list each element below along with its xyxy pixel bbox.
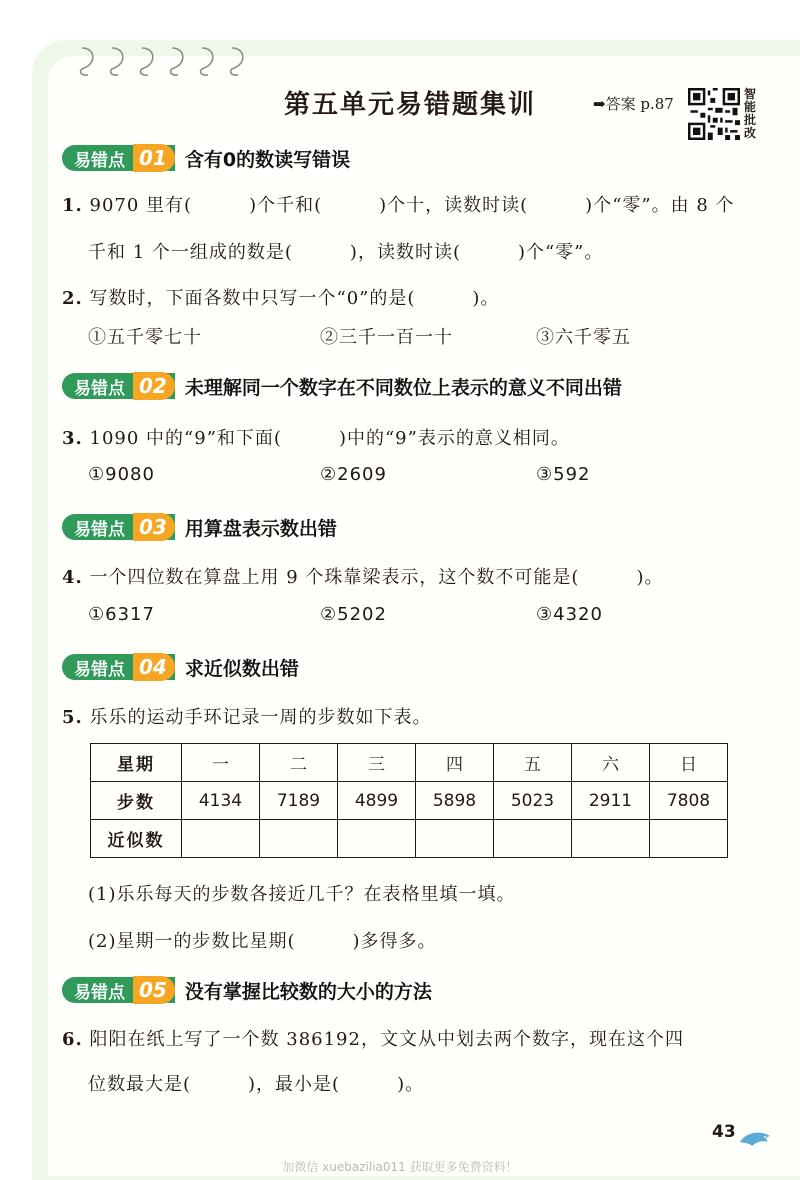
smart-grading-label: 智 能 批 改 [744,87,757,140]
row-header-approx: 近似数 [91,820,182,858]
q3-option-3: ③592 [536,464,591,485]
section-header-02 [62,371,622,401]
section-header-04 [62,652,299,682]
dolphin-icon [738,1128,774,1150]
notebook-spiral-icon [72,42,272,82]
steps-cell: 4134 [182,782,260,820]
answer-reference: ➡答案 p.87 [593,95,674,113]
question-5: 5. 乐乐的运动手环记录一周的步数如下表。 [62,707,432,728]
approx-answer-cell[interactable] [494,820,572,858]
section-header-01 [62,143,350,173]
worksheet-paper [48,56,800,1176]
question-1-line-1: 1. 9070 里有( )个千和( )个十，读数时读( )个“零”。由 8 个 [62,195,735,216]
question-2: 2. 写数时，下面各数中只写一个“0”的是( )。 [62,288,500,309]
day-cell: 二 [260,744,338,782]
day-cell: 日 [650,744,728,782]
q3-option-1: ①9080 [88,464,155,485]
section-title: 用算盘表示数出错 [184,517,337,540]
q4-option-2: ②5202 [320,604,387,625]
section-title: 没有掌握比较数的大小的方法 [184,980,432,1003]
error-point-badge: 易错点 03 [62,514,175,540]
q2-option-2: ②三千一百一十 [320,327,453,348]
day-cell: 四 [416,744,494,782]
error-point-badge: 易错点 05 [62,977,175,1003]
approx-answer-cell[interactable] [416,820,494,858]
error-point-badge: 易错点 04 [62,654,175,680]
approx-answer-cell[interactable] [338,820,416,858]
row-header-steps: 步数 [91,782,182,820]
question-3: 3. 1090 中的“9”和下面( )中的“9”表示的意义相同。 [62,428,570,449]
page-number: 43 [712,1122,736,1142]
steps-cell: 5898 [416,782,494,820]
day-cell: 三 [338,744,416,782]
section-title: 求近似数出错 [184,657,299,680]
approx-answer-cell[interactable] [260,820,338,858]
steps-cell: 2911 [572,782,650,820]
table-row [91,782,728,820]
question-1-line-2: 千和 1 个一组成的数是( )，读数时读( )个“零”。 [88,242,604,263]
q2-option-1: ①五千零七十 [88,327,202,348]
steps-cell: 5023 [494,782,572,820]
q2-option-3: ③六千零五 [536,327,631,348]
steps-table [90,743,728,858]
steps-cell: 7808 [650,782,728,820]
page-title: 第五单元易错题集训 [283,90,536,120]
question-5-sub-2: (2)星期一的步数比星期( )多得多。 [88,931,437,952]
qr-code-icon[interactable] [688,88,740,140]
steps-cell: 4899 [338,782,416,820]
day-cell: 一 [182,744,260,782]
question-5-sub-1: (1)乐乐每天的步数各接近几千？在表格里填一填。 [88,884,516,905]
day-cell: 六 [572,744,650,782]
question-4: 4. 一个四位数在算盘上用 9 个珠靠梁表示，这个数不可能是( )。 [62,567,664,588]
q4-option-3: ③4320 [536,604,603,625]
question-6-line-2: 位数最大是( )，最小是( )。 [88,1074,425,1095]
steps-cell: 7189 [260,782,338,820]
approx-answer-cell[interactable] [650,820,728,858]
q4-option-1: ①6317 [88,604,155,625]
table-row [91,820,728,858]
approx-answer-cell[interactable] [572,820,650,858]
watermark: 加微信 xuebazilia011 获取更多免费资料！ [282,1160,518,1174]
q3-option-2: ②2609 [320,464,387,485]
day-cell: 五 [494,744,572,782]
table-row [91,744,728,782]
section-title: 含有0的数读写错误 [184,148,351,171]
section-title: 未理解同一个数字在不同数位上表示的意义不同出错 [184,376,622,399]
error-point-badge: 易错点 01 [62,145,175,171]
question-6-line-1: 6. 阳阳在纸上写了一个数 386192，文文从中划去两个数字，现在这个四 [62,1029,684,1050]
row-header-weekday: 星期 [91,744,182,782]
section-header-05 [62,975,432,1005]
error-point-badge: 易错点 02 [62,373,175,399]
approx-answer-cell[interactable] [182,820,260,858]
section-header-03 [62,512,337,542]
